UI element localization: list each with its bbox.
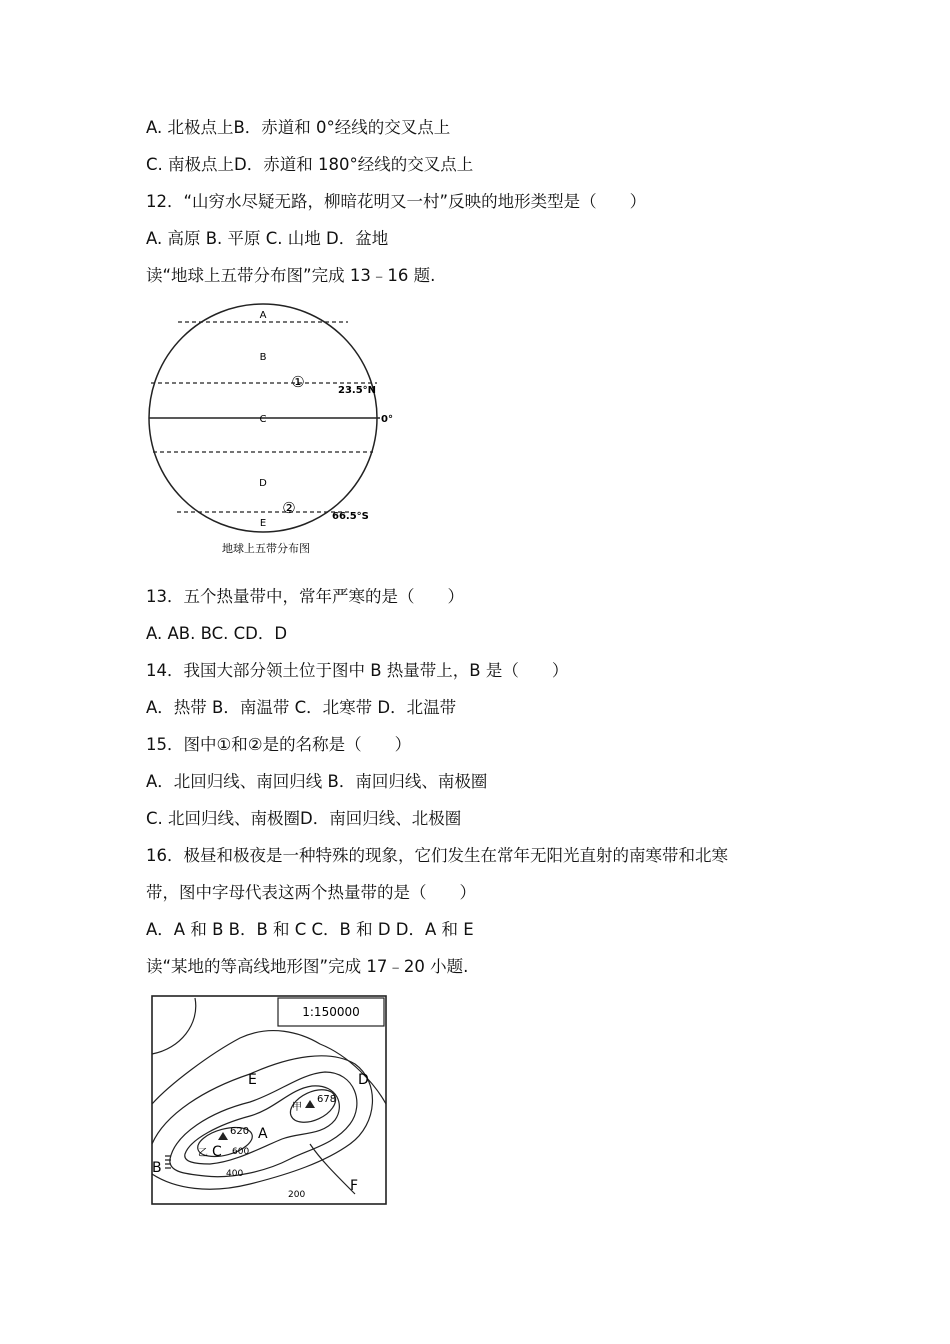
text-line: A. AB. BC. CD．D <box>146 624 288 643</box>
zone-e-label: E <box>259 518 267 529</box>
lat-66-5s-label: 66.5°S <box>332 511 369 522</box>
map-frame <box>152 996 386 1204</box>
label-e: E <box>248 1072 257 1088</box>
text-line: 16．极昼和极夜是一种特殊的现象，它们发生在常年无阳光直射的南寒带和北寒 <box>146 846 728 865</box>
elev-400: 400 <box>226 1169 244 1179</box>
zone-b-label: B <box>259 352 267 363</box>
text-line: 15．图中①和②是的名称是（ ） <box>146 735 412 754</box>
label-c: C <box>212 1144 222 1160</box>
text-line: C. 南极点上D．赤道和 180°经线的交叉点上 <box>146 155 474 174</box>
five-zones-figure <box>144 300 400 562</box>
text-line: C. 北回归线、南极圈D．南回归线、北极圈 <box>146 809 462 828</box>
text-line: 14．我国大部分领土位于图中 B 热量带上，B 是（ ） <box>146 661 569 680</box>
text-line: A. 高原 B. 平原 C. 山地 D．盆地 <box>146 229 389 248</box>
five-zones-diagram <box>144 300 400 562</box>
text-line: A．热带 B．南温带 C．北寒带 D．北温带 <box>146 698 457 717</box>
zone-d-label: D <box>259 478 267 489</box>
elev-620: 620 <box>230 1126 250 1137</box>
marker-1: ① <box>291 373 305 391</box>
text-line: A. 北极点上B．赤道和 0°经线的交叉点上 <box>146 118 451 137</box>
label-f: F <box>350 1178 359 1194</box>
text-line: 12．“山穷水尽疑无路，柳暗花明又一村”反映的地形类型是（ ） <box>146 192 647 211</box>
elev-600: 600 <box>232 1147 250 1157</box>
contour-map <box>150 994 388 1206</box>
text-line: 13．五个热量带中，常年严寒的是（ ） <box>146 587 464 606</box>
zone-a-label: A <box>259 310 267 321</box>
label-b: B <box>152 1160 162 1176</box>
elev-678: 678 <box>317 1094 337 1105</box>
label-yi: 乙 <box>198 1148 208 1159</box>
figure-caption: 地球上五带分布图 <box>222 542 310 555</box>
scale-label: 1:150000 <box>302 1005 360 1019</box>
zone-c-label: C <box>259 414 267 425</box>
lat-23-5n-label: 23.5°N <box>338 385 377 396</box>
label-a: A <box>258 1126 268 1142</box>
label-d: D <box>358 1072 369 1088</box>
text-line: A．A 和 B B．B 和 C C．B 和 D D．A 和 E <box>146 920 474 939</box>
peak-jia-label: 甲 <box>292 1102 302 1113</box>
text-line: 读“某地的等高线地形图”完成 17﹣20 小题. <box>146 957 469 976</box>
elev-200: 200 <box>288 1190 306 1200</box>
text-line: 带，图中字母代表这两个热量带的是（ ） <box>146 883 476 902</box>
text-line: 读“地球上五带分布图”完成 13﹣16 题. <box>146 266 436 285</box>
lat-0-label: 0° <box>381 414 393 425</box>
marker-2: ② <box>282 499 296 517</box>
text-line: A．北回归线、南回归线 B．南回归线、南极圈 <box>146 772 488 791</box>
contour-map-figure <box>150 994 388 1206</box>
